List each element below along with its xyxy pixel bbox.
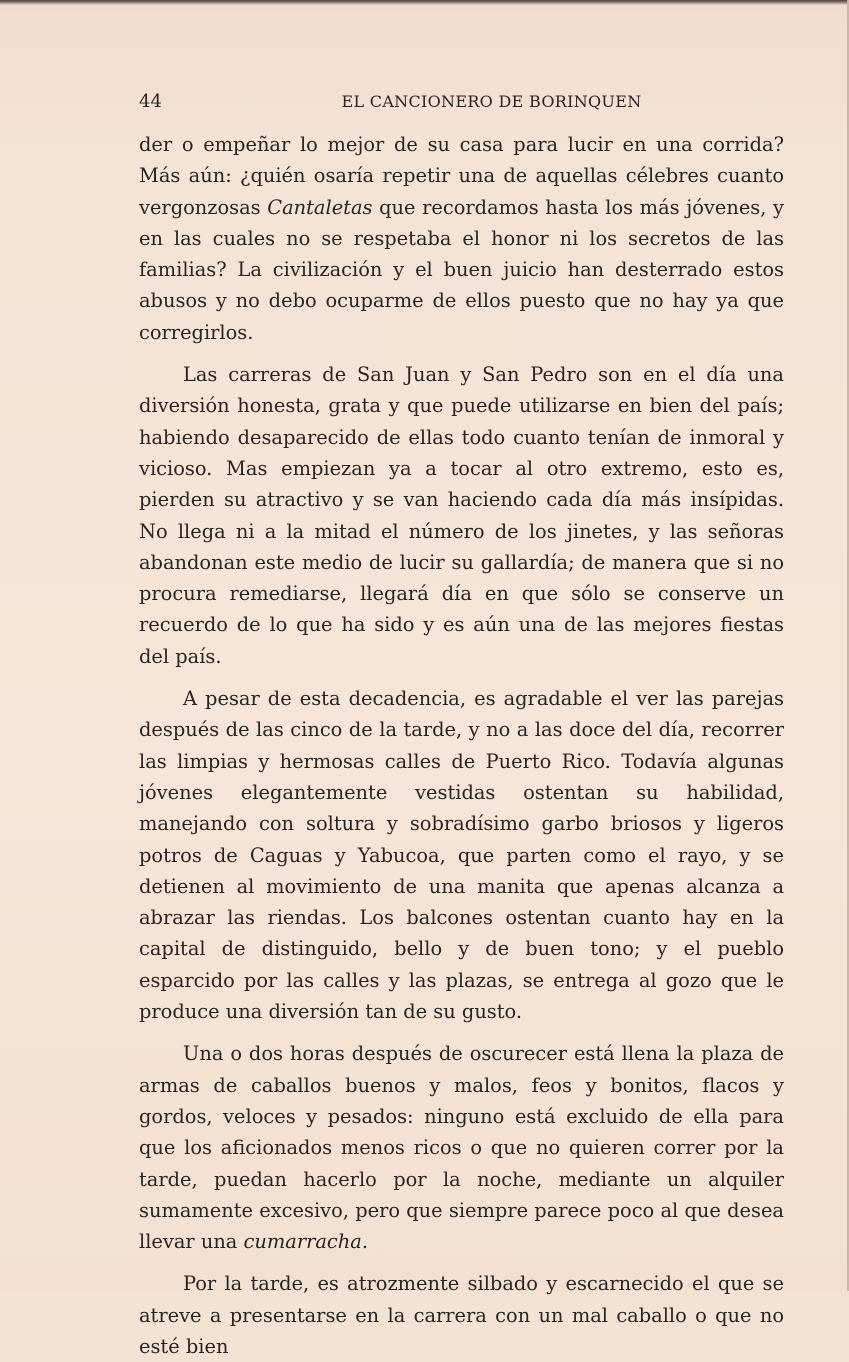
paragraph-4-text-before: Una o dos horas después de oscurecer está llena la plaza de armas de caballos buenos y malos, feos y bonitos, flacos y gordos, veloces y pesados: ninguno está excluido de ella para que los aficionados menos ricos o que no quieren correr por la tarde, puedan hacerlo por la noche, mediante un alquiler sumamente excesivo, pero que siempre parece poco al que desea llevar una: [139, 1042, 784, 1254]
paragraph-1-text-after: que recordamos hasta los más jóvenes, y en las cuales no se respetaba el honor ni los secretos de las familias? La civilización y el buen juicio han desterrado estos abusos y no debo ocuparme de ellos puesto que no hay ya que corregirlos.: [139, 195, 784, 344]
body-text: [139, 129, 784, 1362]
paragraph-1: [139, 129, 784, 348]
page-number: 44: [139, 91, 162, 112]
paragraph-3: A pesar de esta decadencia, es agradable el ver las parejas después de las cinco de la tarde, y no a las doce del día, recorrer las limpias y hermosas calles de Puerto Rico. Todavía algunas jóvenes elegantemente vestidas ostentan su habilidad, manejando con soltura y sobradísimo garbo briosos y ligeros potros de Caguas y Yabucoa, que parten como el rayo, y se detienen al movimiento de una manita que apenas alcanza a abrazar las riendas. Los balcones ostentan cuanto hay en la capital de distinguido, bello y de buen tono; y el pueblo esparcido por las calles y las plazas, se entrega al gozo que le produce una diversión tan de su gusto.: [139, 687, 784, 1024]
paragraph-1-text-before: der o empeñar lo mejor de su casa para lucir en una corrida? Más aún: ¿quién osaría repetir una de aquellas célebres cuanto vergonzosas: [139, 133, 784, 219]
page-header: [139, 90, 784, 114]
scan-top-edge: [0, 0, 849, 5]
paragraph-1-italic-term: Cantaletas: [267, 195, 373, 219]
paragraph-4: [139, 1038, 784, 1257]
paragraph-4-italic-term: cumarracha.: [243, 1230, 368, 1254]
paragraph-2: Las carreras de San Juan y San Pedro son en el día una diversión honesta, grata y que puede utilizarse en bien del país; habiendo desaparecido de ellas todo cuanto tenían de inmoral y vicioso. Mas empiezan ya a tocar al otro extremo, esto es, pierden su atractivo y se van haciendo cada día más insípidas. No llega ni a la mitad el número de los jinetes, y las señoras abandonan este medio de lucir su gallardía; de manera que si no procura remediarse, llegará día en que sólo se conserve un recuerdo de lo que ha sido y es aún una de las mejores fiestas del país.: [139, 363, 784, 668]
running-title: EL CANCIONERO DE BORINQUEN: [341, 92, 642, 111]
paragraph-5: Por la tarde, es atrozmente silbado y escarnecido el que se atreve a presentarse en la carrera con un mal caballo o que no esté bien: [139, 1272, 784, 1358]
